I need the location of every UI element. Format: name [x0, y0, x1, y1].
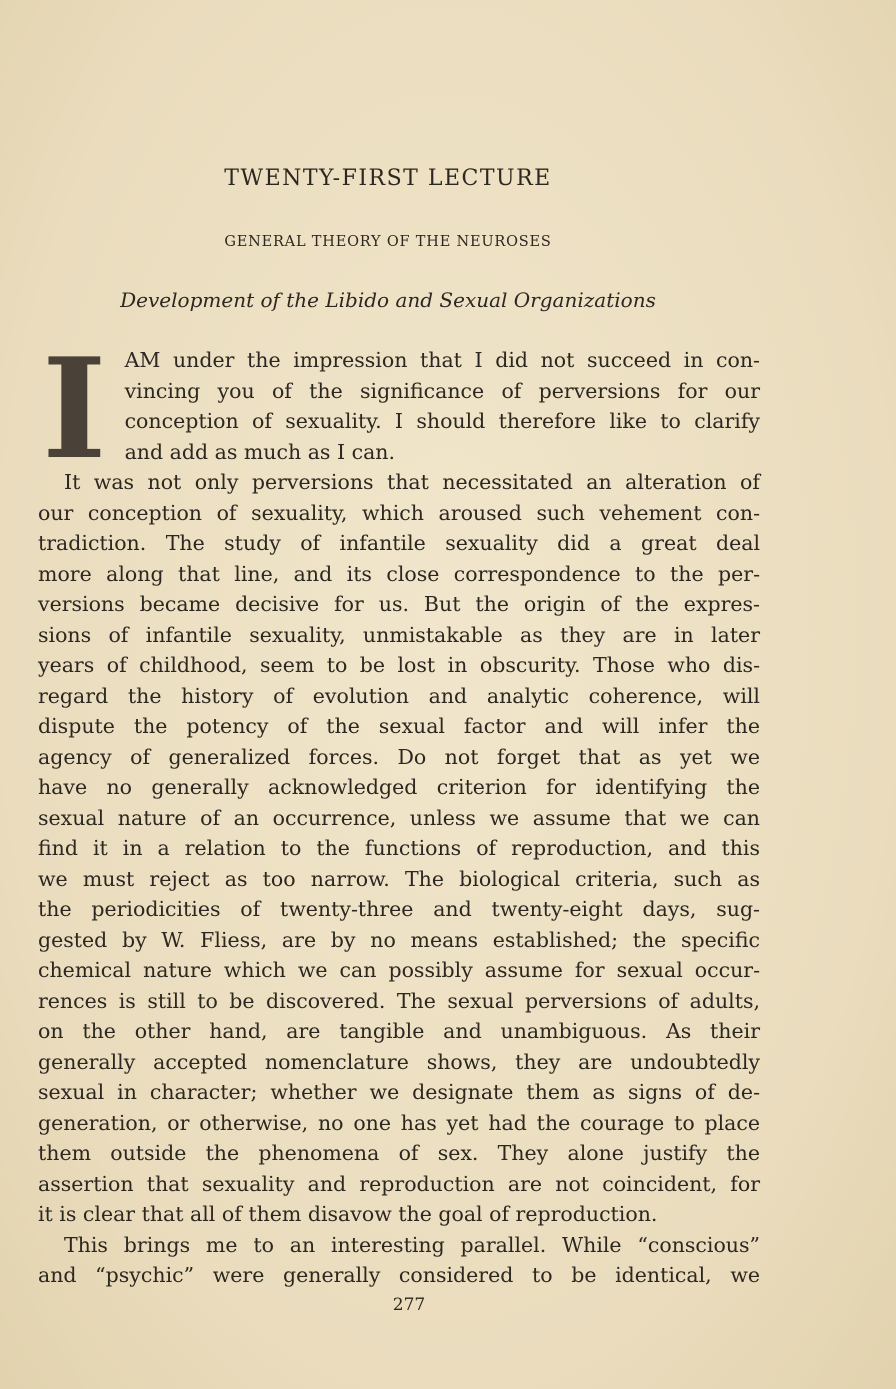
text-line: conception of sexuality. I should therefore like to clarify	[124, 409, 760, 433]
text-line: agency of generalized forces. Do not forget that as yet we	[38, 744, 760, 769]
text-line: sexual nature of an occurrence, unless we assume that we can	[38, 805, 760, 830]
text-line: assertion that sexuality and reproduction are not coincident, for	[38, 1171, 760, 1196]
text-line: the periodicities of twenty-three and twenty-eight days, sug-	[38, 897, 760, 921]
text-line: find it in a relation to the functions of reproduction, and this	[38, 836, 760, 860]
text-line: our conception of sexuality, which aroused such vehement con-	[38, 500, 760, 525]
paragraph-3	[38, 1230, 760, 1291]
section-title: GENERAL THEORY OF THE NEUROSES	[224, 234, 552, 250]
text-line: gested by W. Fliess, are by no means established; the specific	[38, 927, 760, 952]
text-line: and “psychic” were generally considered to be identical, we	[38, 1263, 760, 1287]
text-line: tradiction. The study of infantile sexuality did a great deal	[38, 531, 760, 555]
text-line: It was not only perversions that necessitated an alteration of	[64, 470, 760, 494]
text-line: them outside the phenomena of sex. They alone justify the	[38, 1141, 760, 1165]
text-line: and add as much as I can.	[124, 439, 396, 464]
text-line: dispute the potency of the sexual factor and will infer the	[38, 714, 760, 738]
body-text	[38, 327, 760, 1291]
page-number: 277	[392, 1295, 426, 1315]
text-line: rences is still to be discovered. The sexual perversions of adults,	[38, 988, 760, 1013]
text-line: we must reject as too narrow. The biological criteria, such as	[38, 866, 760, 891]
text-line: regard the history of evolution and analytic coherence, will	[38, 683, 760, 708]
drop-cap: I	[42, 327, 107, 490]
lecture-title: TWENTY-FIRST LECTURE	[224, 166, 552, 191]
text-line: generally accepted nomenclature shows, they are undoubtedly	[38, 1049, 760, 1074]
text-line: sexual in character; whether we designate them as signs of de-	[38, 1080, 760, 1104]
chapter-title: Development of the Libido and Sexual Organizations	[120, 288, 656, 312]
text-line: versions became decisive for us. But the origin of the expres-	[38, 592, 760, 616]
text-line: generation, or otherwise, no one has yet had the courage to place	[38, 1110, 760, 1135]
text-line: chemical nature which we can possibly assume for sexual occur-	[38, 958, 760, 982]
text-line: years of childhood, seem to be lost in obscurity. Those who dis-	[38, 653, 760, 677]
text-line: on the other hand, are tangible and unambiguous. As their	[38, 1019, 760, 1043]
text-line: it is clear that all of them disavow the goal of reproduction.	[38, 1202, 658, 1226]
text-line: AM under the impression that I did not succeed in con-	[124, 348, 760, 372]
text-line: This brings me to an interesting parallel. While “conscious”	[64, 1232, 760, 1257]
paragraph-2	[38, 467, 760, 1230]
text-line: more along that line, and its close correspondence to the per-	[38, 561, 760, 586]
text-line: have no generally acknowledged criterion for identifying the	[38, 775, 760, 799]
text-line: sions of infantile sexuality, unmistakable as they are in later	[38, 622, 760, 647]
text-line: vincing you of the significance of perversions for our	[124, 378, 760, 403]
